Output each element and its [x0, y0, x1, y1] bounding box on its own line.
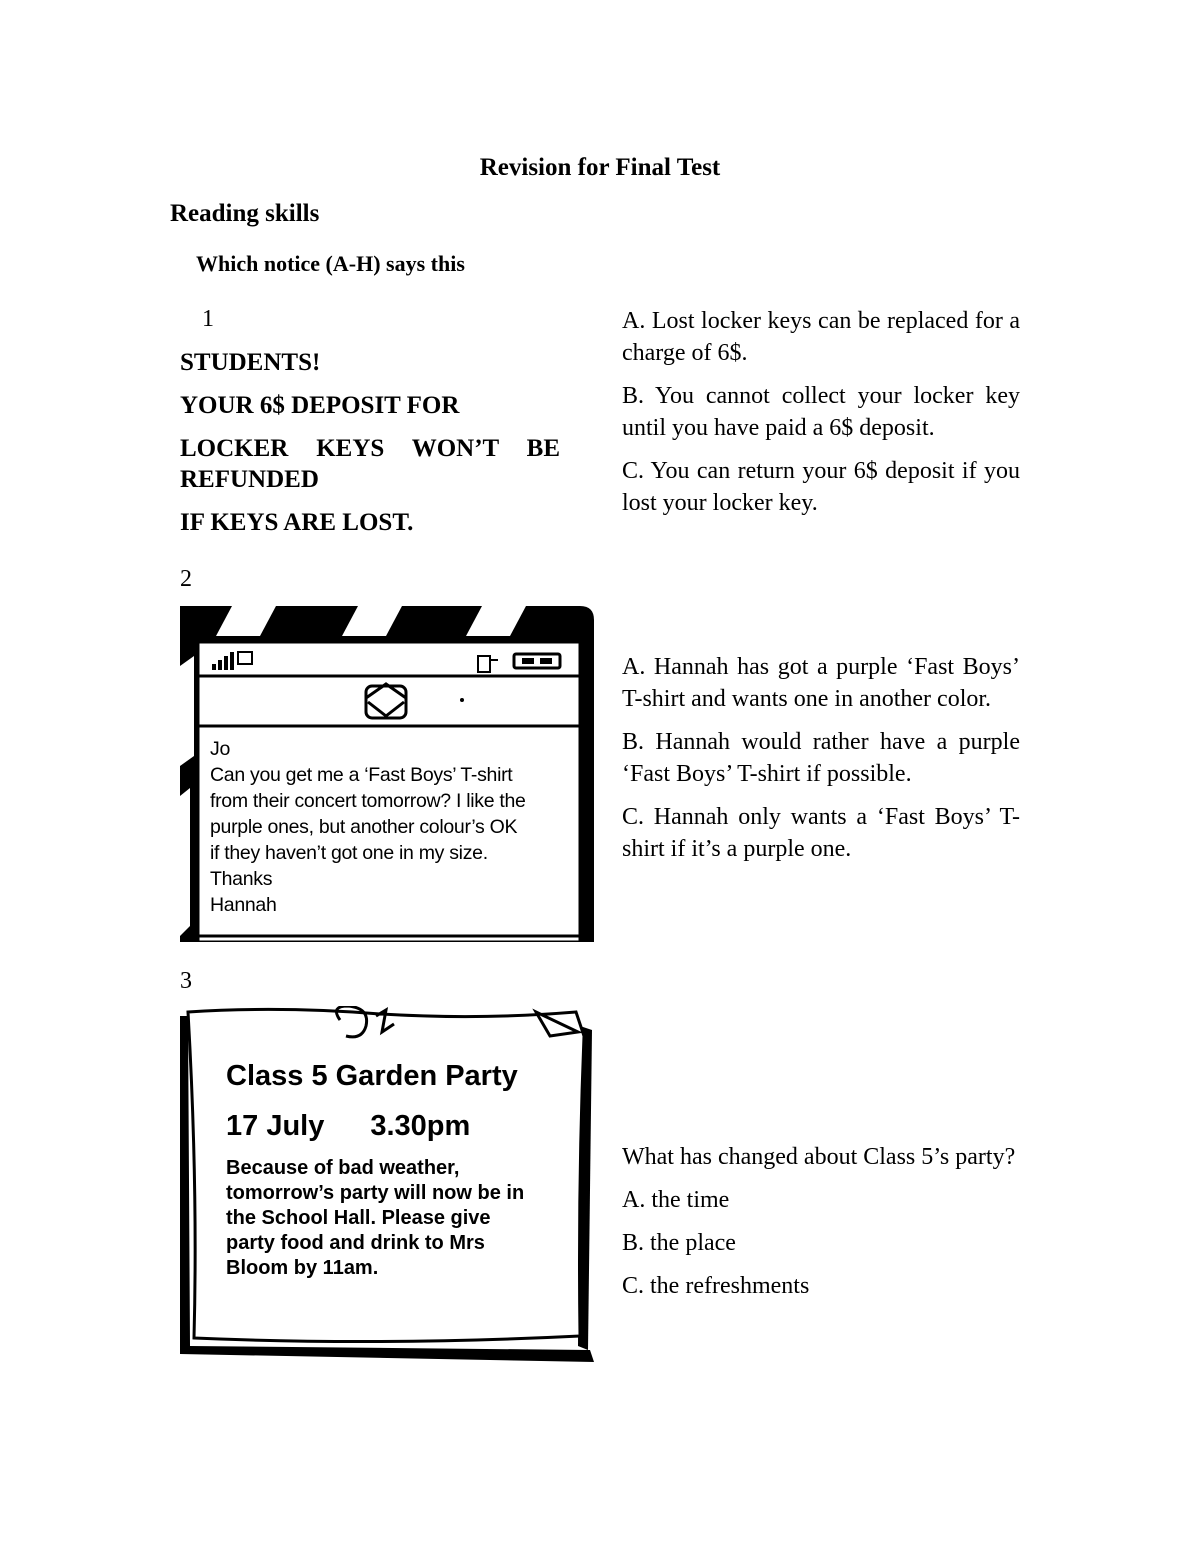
message-line: purple ones, but another colour’s OK — [210, 816, 518, 838]
message-line: if they haven’t got one in my size. — [210, 842, 488, 864]
notice-time: 3.30pm — [370, 1110, 471, 1142]
notice-line: IF KEYS ARE LOST. — [180, 509, 414, 536]
question-2-number: 2 — [180, 566, 192, 592]
question-3-number: 3 — [180, 968, 192, 994]
message-line: Hannah — [210, 894, 277, 916]
option-c: C. the refreshments — [622, 1273, 810, 1299]
option-a: A. Lost locker keys can be replaced for a charge of 6$. — [622, 308, 1020, 366]
notice-line: YOUR 6$ DEPOSIT FOR — [180, 392, 460, 419]
notice-line: STUDENTS! — [180, 349, 321, 376]
notice-line: LOCKER KEYS WON’T BE REFUNDED — [180, 435, 560, 493]
option-b: B. You cannot collect your locker key until you have paid a 6$ deposit. — [622, 383, 1020, 441]
notice-title: Class 5 Garden Party — [226, 1060, 518, 1092]
notice-date: 17 July — [226, 1110, 325, 1142]
notice-body-line: party food and drink to Mrs — [226, 1232, 485, 1254]
question-3-prompt: What has changed about Class 5’s party? — [622, 1144, 1016, 1170]
option-a: A. Hannah has got a purple ‘Fast Boys’ T-shirt and wants one in another color. — [622, 654, 1020, 712]
notice-date-time — [226, 1110, 470, 1143]
option-c: C. You can return your 6$ deposit if you lost your locker key. — [622, 458, 1020, 516]
question-2-options — [622, 651, 1020, 876]
notice-body-line: the School Hall. Please give — [226, 1207, 491, 1229]
question-1-number: 1 — [202, 306, 214, 332]
notice-body — [226, 1156, 576, 1281]
question-1-options — [622, 305, 1020, 530]
locker-notice — [180, 347, 560, 550]
instruction-text: Which notice (A-H) says this — [196, 251, 465, 276]
notice-body-line: Bloom by 11am. — [226, 1257, 379, 1279]
page-title: Revision for Final Test — [479, 154, 721, 181]
section-heading: Reading skills — [170, 200, 320, 227]
option-a: A. the time — [622, 1187, 730, 1213]
garden-party-notice-image — [180, 1006, 596, 1362]
question-3-options — [622, 1141, 1020, 1313]
message-line: Jo — [210, 738, 230, 760]
notice-body-line: Because of bad weather, — [226, 1157, 460, 1179]
notice-body-line: tomorrow’s party will now be in — [226, 1182, 525, 1204]
message-line: Can you get me a ‘Fast Boys’ T-shirt — [210, 764, 513, 786]
text-message — [210, 736, 590, 918]
option-b: B. Hannah would rather have a purple ‘Fast Boys’ T-shirt if possible. — [622, 729, 1020, 787]
message-line: from their concert tomorrow? I like the — [210, 790, 526, 812]
option-b: B. the place — [622, 1230, 736, 1256]
option-c: C. Hannah only wants a ‘Fast Boys’ T-shirt if it’s a purple one. — [622, 804, 1020, 862]
message-line: Thanks — [210, 868, 273, 890]
phone-message-image — [180, 606, 594, 942]
